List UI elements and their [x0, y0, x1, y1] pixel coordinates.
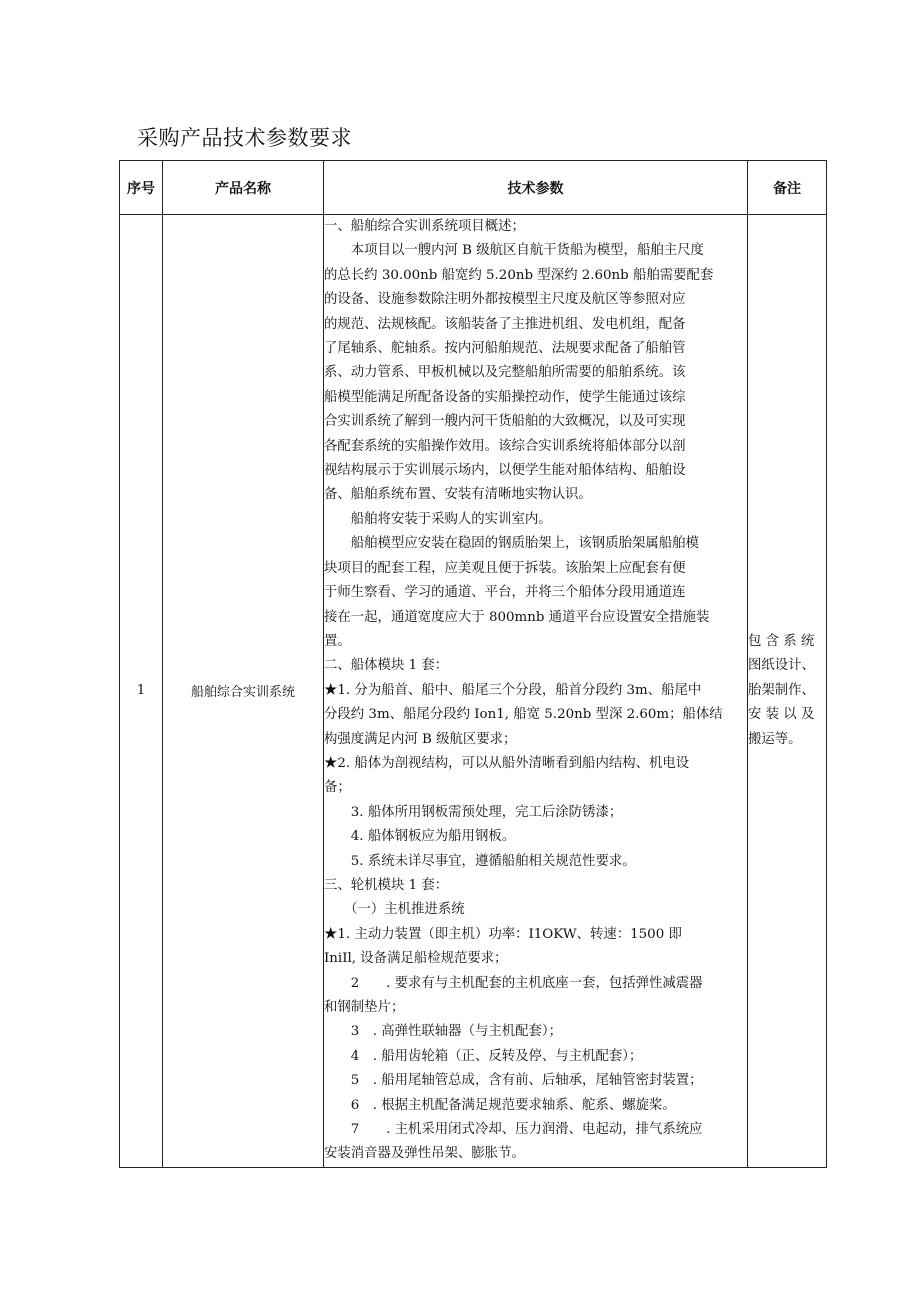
param-line: 7 . 主机采用闭式冷却、压力润滑、电起动，排气系统应 [324, 1122, 703, 1138]
header-params: 技术参数 [324, 161, 748, 215]
param-line: 二、船体模块 1 套： [324, 658, 449, 674]
param-line: ★2. 船体为剖视结构，可以从船外清晰看到船内结构、机电设 [324, 755, 690, 771]
param-line: 三、轮机模块 1 套： [324, 877, 449, 893]
param-line: 5 . 船用尾轴管总成，含有前、后轴承，尾轴管密封装置； [324, 1073, 703, 1089]
remark-line: 搬运等。 [748, 731, 802, 747]
table-row [120, 215, 827, 1168]
row-number: 1 [120, 215, 163, 1168]
param-line: 的总长约 30.00nb 船宽约 5.20nb 型深约 2.60nb 船舶需要配套 [324, 267, 714, 283]
param-line: 构强度满足内河 B 级航区要求； [324, 731, 517, 747]
param-line: 系、动力管系、甲板机械以及完整船舶所需要的船舶系统。该 [324, 365, 686, 381]
param-line: 6 . 根据主机配备满足规范要求轴系、舵系、螺旋桨。 [324, 1097, 676, 1113]
param-line: 备； [324, 780, 351, 796]
technical-params [324, 215, 748, 1168]
param-line: 4 . 船用齿轮箱（正、反转及停、与主机配套）； [324, 1048, 643, 1064]
param-line: ★1. 主动力装置（即主机）功率：I1OKW、转速：1500 即 [324, 926, 682, 942]
param-line: 备、船舶系统布置、安装有清晰地实物认识。 [324, 487, 592, 503]
param-line: 置。 [324, 633, 351, 649]
param-line: ★1. 分为船首、船中、船尾三个分段，船首分段约 3m、船尾中 [324, 682, 702, 698]
param-line: 合实训系统了解到一艘内河干货船舶的大致概况，以及可实现 [324, 414, 686, 430]
param-line: 船舶将安装于采购人的实训室内。 [324, 511, 552, 527]
param-line: 和钢制垫片； [324, 1000, 405, 1015]
header-name: 产品名称 [163, 161, 324, 215]
param-line: 安装消音器及弹性吊架、膨胀节。 [324, 1146, 525, 1162]
param-line: 一、船舶综合实训系统项目概述； [324, 219, 525, 234]
param-line: 了尾轴系、舵轴系。按内河船舶规范、法规要求配备了船舶管 [324, 341, 686, 357]
param-line: 4. 船体钢板应为船用钢板。 [324, 829, 516, 845]
param-line: 船舶模型应安装在稳固的钢质胎架上，该钢质胎架属船舶模 [324, 536, 699, 552]
param-line: （一）主机推进系统 [324, 902, 465, 918]
param-line: 2 . 要求有与主机配套的主机底座一套，包括弹性减震器 [324, 975, 703, 991]
document-title: 采购产品技术参数要求 [137, 126, 352, 150]
remarks [748, 215, 827, 1168]
param-line: 分段约 3m、船尾分段约 Ion1, 船宽 5.20nb 型深 2.60m；船体结 [324, 707, 723, 723]
spec-table [119, 160, 827, 1168]
param-line: 视结构展示于实训展示场内，以便学生能对船体结构、船舶设 [324, 463, 686, 479]
param-line: 块项目的配套工程，应美观且便于拆装。该胎架上应配套有便 [324, 560, 686, 576]
remark-line: 图纸设计、 [748, 658, 815, 674]
header-row [120, 161, 827, 215]
product-name: 船舶综合实训系统 [163, 215, 324, 1168]
remark-line: 安 装 以 及 [748, 707, 815, 723]
param-line: 的规范、法规核配。该船装备了主推进机组、发电机组，配备 [324, 316, 686, 332]
remark-line: 包 含 系 统 [748, 633, 815, 649]
param-line: 5. 系统未详尽事宜，遵循船舶相关规范性要求。 [324, 853, 636, 869]
param-line: IniIl, 设备满足船检规范要求； [324, 951, 508, 967]
header-no: 序号 [120, 161, 163, 215]
param-line: 接在一起，通道宽度应大于 800mnb 通道平台应设置安全措施装 [324, 609, 710, 625]
param-line: 的设备、设施参数除注明外都按模型主尺度及航区等参照对应 [324, 292, 686, 308]
remark-line: 胎架制作、 [748, 682, 815, 698]
header-note: 备注 [748, 161, 827, 215]
param-line: 船模型能满足所配备设备的实船操控动作，使学生能通过该综 [324, 389, 686, 405]
param-line: 3 . 高弹性联轴器（与主机配套）； [324, 1024, 562, 1040]
param-line: 3. 船体所用钢板需预处理，完工后涂防锈漆； [324, 804, 623, 820]
param-line: 各配套系统的实船操作效用。该综合实训系统将船体部分以剖 [324, 438, 686, 454]
param-line: 于师生察看、学习的通道、平台，并将三个船体分段用通道连 [324, 585, 686, 601]
param-line: 本项目以一艘内河 B 级航区自航干货船为模型，船舶主尺度 [324, 243, 704, 259]
